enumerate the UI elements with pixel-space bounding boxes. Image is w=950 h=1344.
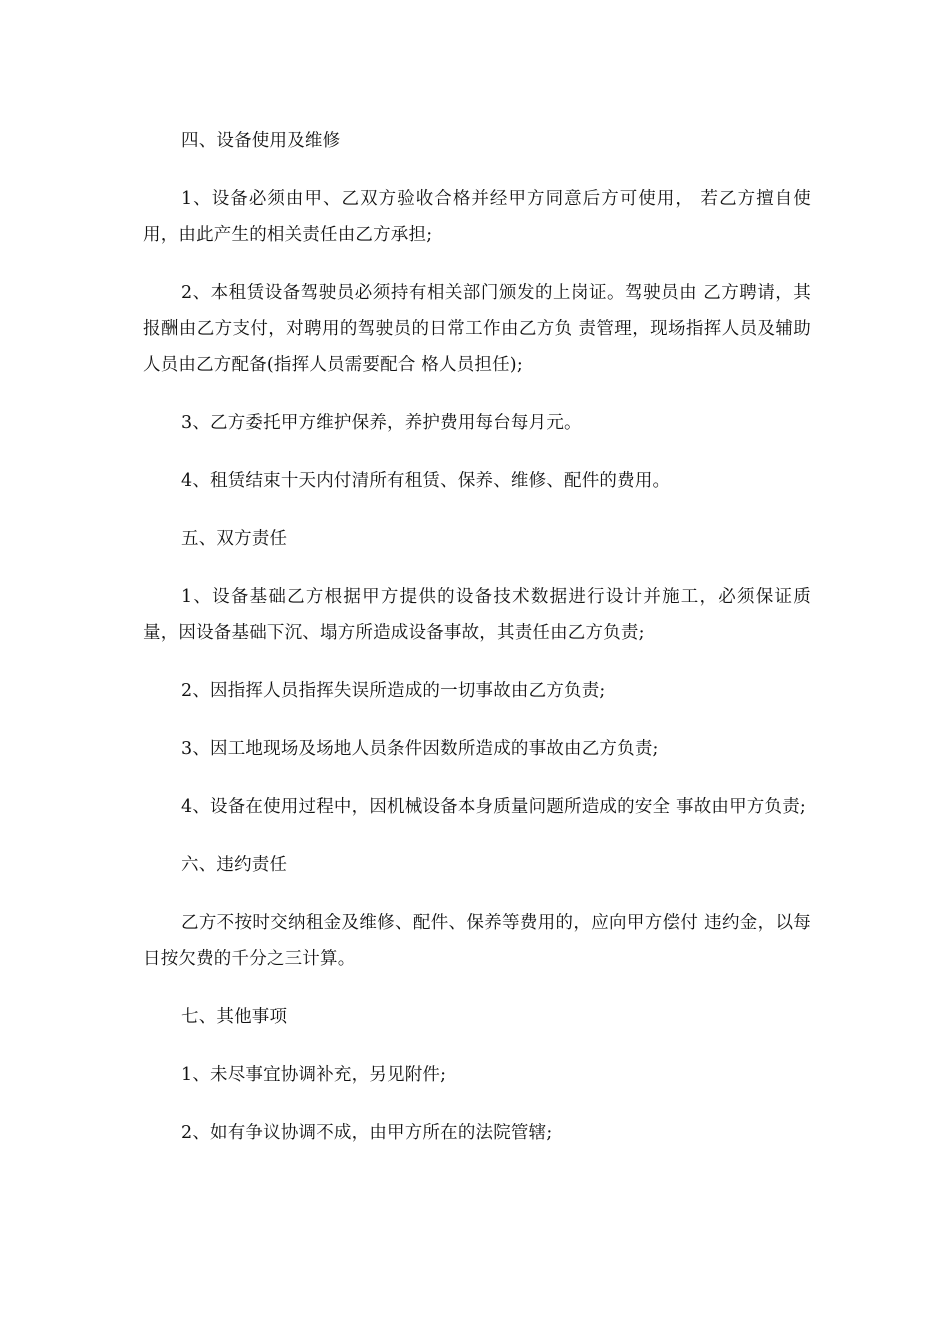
paragraph-other-1: 1、未尽事宜协调补充，另见附件;: [181, 1065, 447, 1085]
paragraph-resp-3: 3、因工地现场及场地人员条件因数所造成的事故由乙方负责;: [181, 739, 659, 759]
paragraph-resp-4: 4、设备在使用过程中，因机械设备本身质量问题所造成的安全 事故由甲方负责;: [181, 797, 806, 817]
paragraph-resp-1: 1、设备基础乙方根据甲方提供的设备技术数据进行设计并施工，必须保证质量，因设备基础下沉、塌方所造成设备事故，其责任由乙方负责;: [143, 587, 811, 643]
paragraph-use-3: 3、乙方委托甲方维护保养，养护费用每台每月元。: [181, 413, 582, 433]
paragraph-use-4: 4、租赁结束十天内付清所有租赁、保养、维修、配件的费用。: [181, 471, 671, 491]
paragraph-use-2: 2、本租赁设备驾驶员必须持有相关部门颁发的上岗证。驾驶员由 乙方聘请，其报酬由乙方支付，对聘用的驾驶员的日常工作由乙方负 责管理，现场指挥人员及辅助人员由乙方配备(指挥人员需要配合 格人员担任);: [143, 283, 811, 375]
paragraph-use-1: 1、设备必须由甲、乙双方验收合格并经甲方同意后方可使用， 若乙方擅自使用，由此产生的相关责任由乙方承担;: [143, 189, 811, 245]
section-heading-responsibilities: 五、双方责任: [181, 529, 288, 549]
paragraph-breach: 乙方不按时交纳租金及维修、配件、保养等费用的，应向甲方偿付 违约金，以每日按欠费的千分之三计算。: [143, 913, 811, 969]
document-body: [143, 123, 811, 1151]
paragraph-other-2: 2、如有争议协调不成，由甲方所在的法院管辖;: [181, 1123, 553, 1143]
section-heading-other: 七、其他事项: [181, 1007, 288, 1027]
paragraph-resp-2: 2、因指挥人员指挥失误所造成的一切事故由乙方负责;: [181, 681, 606, 701]
section-heading-equipment-use: 四、设备使用及维修: [181, 131, 341, 151]
section-heading-breach: 六、违约责任: [181, 855, 288, 875]
